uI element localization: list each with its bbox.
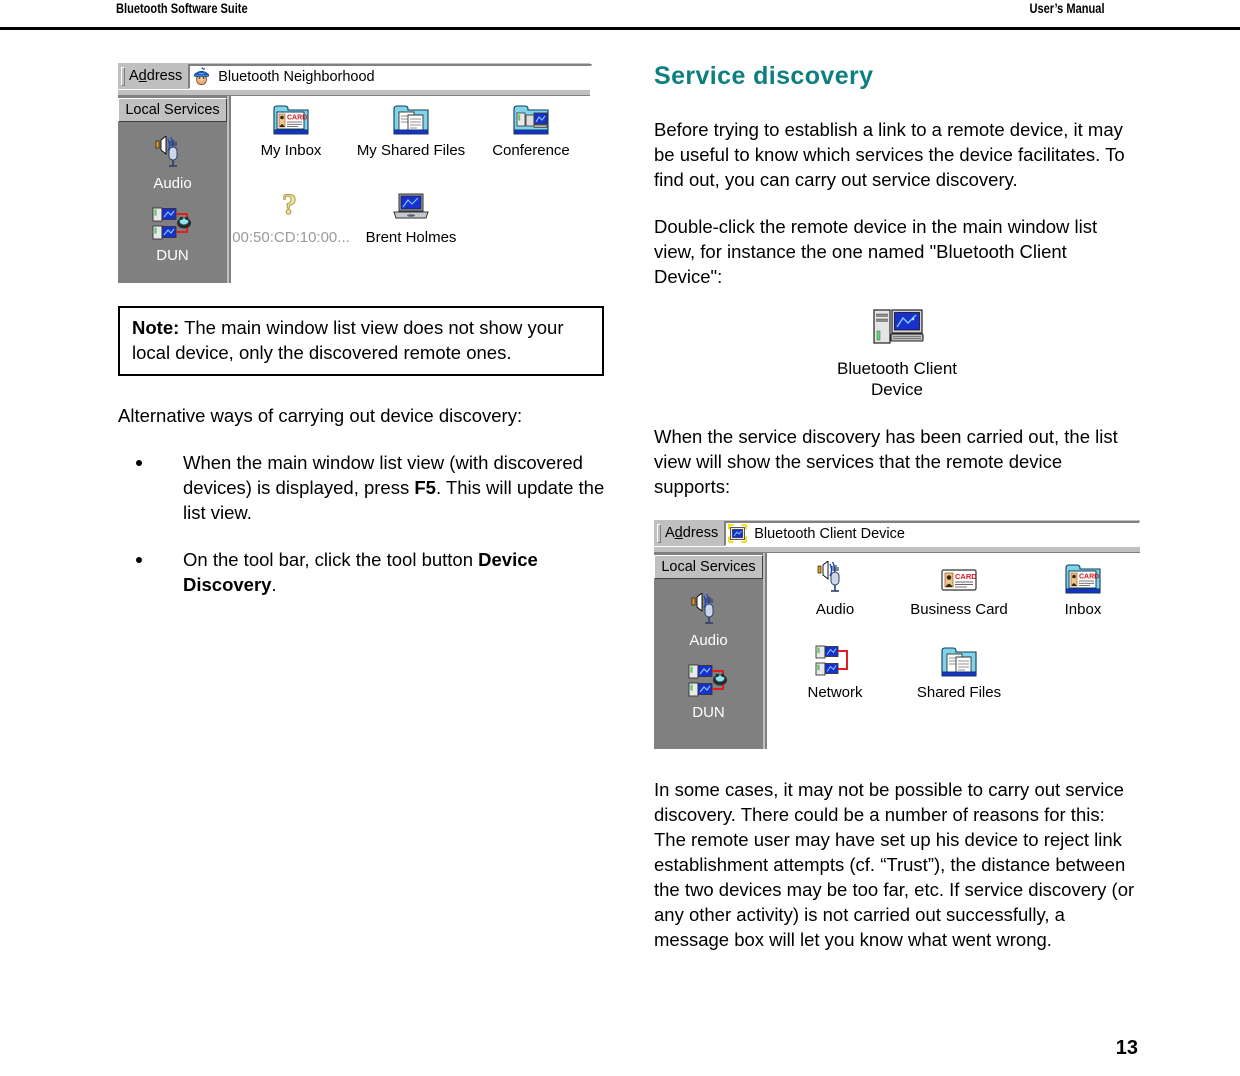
bullet-bold-f5: F5	[414, 477, 436, 498]
svg-text:CARD: CARD	[287, 114, 308, 122]
unknown-device-icon	[270, 187, 312, 225]
list-item-label: Inbox	[1064, 601, 1102, 618]
bullet-text-part1: On the tool bar, click the tool button	[183, 549, 479, 570]
list-item[interactable]	[231, 187, 351, 246]
screenshot-bluetooth-neighborhood	[118, 62, 590, 283]
list-view-row-1	[231, 96, 591, 159]
list-view[interactable]	[229, 96, 591, 283]
svg-text:CARD: CARD	[955, 572, 977, 581]
audio-service-icon	[153, 136, 193, 172]
svg-text:?: ?	[282, 188, 297, 221]
bluetooth-neighborhood-icon	[192, 67, 211, 86]
svg-text:CARD: CARD	[1079, 573, 1100, 581]
list-item[interactable]	[895, 561, 1023, 618]
inbox-folder-icon	[1062, 561, 1104, 597]
desktop-computer-icon	[868, 307, 926, 353]
list-view-row-2	[231, 159, 591, 246]
bullet-text-part1: When the main window list view (with discovered devices) is displayed, press	[183, 452, 583, 498]
list-item	[118, 547, 610, 597]
list-item-label: Brent Holmes	[365, 229, 457, 246]
list-view-row-2	[767, 618, 1143, 701]
list-item[interactable]	[471, 102, 591, 159]
sidebar-item-dun-label: DUN	[692, 704, 725, 721]
note-text: The main window list view does not show your local device, only the discovered remote ones.	[132, 317, 564, 363]
sidebar-item-audio[interactable]	[153, 136, 193, 192]
address-input[interactable]	[724, 521, 1140, 546]
list-item-label: Conference	[492, 142, 570, 159]
page-title: Service discovery	[654, 62, 874, 90]
address-bar[interactable]	[118, 62, 590, 89]
alternative-ways-list	[118, 450, 610, 597]
list-item[interactable]	[1023, 561, 1143, 618]
list-item[interactable]	[895, 644, 1023, 701]
list-item[interactable]	[775, 644, 895, 701]
list-item-label: Business Card	[910, 601, 1008, 618]
header-document-title: Bluetooth Software Suite	[116, 1, 248, 16]
list-view-row-1	[767, 553, 1143, 618]
local-services-sidebar	[654, 553, 765, 749]
paragraph-failure-cases: In some cases, it may not be possible to carry out service discovery. There could be a number of reasons for this: The remote user may have set up his device to reject link establishment attempts (cf. “Trust”), the distance between the two devices may be too far, etc. If service discovery (or any other activity) is not carried out successfully, a message box will let you know what went wrong.	[654, 779, 1135, 950]
address-bar-separator	[118, 89, 590, 96]
address-input[interactable]	[188, 64, 592, 89]
sidebar-tab-local-services[interactable]: Local Services	[654, 555, 763, 579]
sidebar-item-dun[interactable]	[151, 206, 195, 264]
laptop-device-icon	[390, 187, 432, 225]
local-services-sidebar	[118, 96, 229, 283]
figure-caption-line2: Device	[871, 380, 923, 399]
toolbar-grip[interactable]	[121, 67, 125, 86]
address-value: Bluetooth Neighborhood	[218, 68, 375, 85]
sidebar-item-dun-label: DUN	[156, 247, 189, 264]
sidebar-item-audio[interactable]	[689, 593, 729, 649]
audio-service-icon	[815, 561, 855, 597]
sidebar-tab-local-services[interactable]: Local Services	[118, 98, 227, 122]
inbox-folder-icon	[270, 102, 312, 138]
note-label: Note:	[132, 317, 180, 338]
conference-folder-icon	[510, 102, 552, 138]
bluetooth-client-device-icon	[728, 524, 747, 543]
list-item-label: Network	[807, 684, 863, 701]
list-item[interactable]	[351, 187, 471, 246]
sidebar-item-audio-label: Audio	[689, 632, 728, 649]
network-icon	[814, 644, 856, 680]
explorer-body	[118, 96, 590, 283]
toolbar-grip[interactable]	[657, 524, 661, 543]
explorer-body	[654, 553, 1140, 749]
bullet-icon	[136, 557, 142, 563]
bullet-bold-device-discovery: Device Discovery	[183, 549, 538, 595]
note-box	[118, 306, 604, 376]
figure-bluetooth-client-device	[797, 307, 997, 400]
bullet-text-part2: .	[271, 574, 277, 595]
screenshot-bluetooth-client-device	[654, 519, 1140, 749]
paragraph-double-click: Double-click the remote device in the main window list view, for instance the one named "Bluetooth Client Device":	[654, 216, 1098, 287]
business-card-icon	[937, 561, 981, 597]
paragraph-intro: Before trying to establish a link to a remote device, it may be useful to know which services the device facilitates. To find out, you can carry out service discovery.	[654, 119, 1125, 190]
shared-files-folder-icon	[390, 102, 432, 138]
sidebar-item-dun[interactable]	[687, 663, 731, 721]
audio-service-icon	[689, 593, 729, 629]
address-value: Bluetooth Client Device	[754, 525, 905, 542]
address-bar-label: Address	[129, 68, 183, 84]
dial-up-networking-icon	[687, 663, 731, 701]
bullet-text-part2: . This will update the list view.	[183, 477, 605, 523]
list-item-label: My Inbox	[260, 142, 322, 159]
address-bar[interactable]	[654, 519, 1140, 546]
list-item-label: 00:50:CD:10:00...	[232, 229, 350, 246]
header-manual-label: User’s Manual	[1029, 1, 1105, 16]
right-column	[654, 62, 1140, 974]
list-item-label: Audio	[815, 601, 855, 618]
alternative-ways-intro: Alternative ways of carrying out device discovery:	[118, 405, 523, 426]
page-running-header	[0, 0, 1240, 28]
list-item-label: Shared Files	[916, 684, 1002, 701]
sidebar-item-audio-label: Audio	[153, 175, 192, 192]
list-item[interactable]	[231, 102, 351, 159]
list-view[interactable]	[765, 553, 1143, 749]
paragraph-list-view: When the service discovery has been carried out, the list view will show the services that the remote device supports:	[654, 426, 1118, 497]
dial-up-networking-icon	[151, 206, 195, 244]
header-rule	[0, 27, 1240, 30]
list-item-label: My Shared Files	[356, 142, 466, 159]
shared-files-folder-icon	[938, 644, 980, 680]
list-item[interactable]	[775, 561, 895, 618]
list-item[interactable]	[351, 102, 471, 159]
bullet-icon	[136, 460, 142, 466]
address-bar-label: Address	[665, 525, 719, 541]
page-number: 13	[1115, 1037, 1138, 1059]
list-item	[118, 450, 610, 525]
address-bar-separator	[654, 546, 1140, 553]
left-column	[118, 62, 610, 619]
figure-caption-line1: Bluetooth Client	[836, 359, 958, 378]
